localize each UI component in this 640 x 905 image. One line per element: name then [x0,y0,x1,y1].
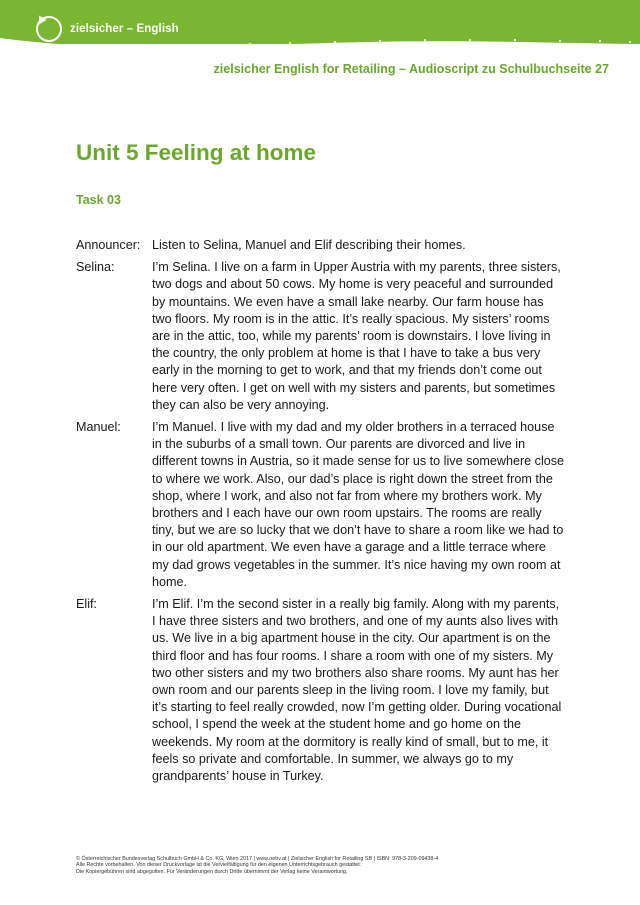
footer-line: Die Kopiergebühren sind abgegolten. Für Veränderungen durch Dritte übernimmt der Verlag keine Verantwortung. [76,868,348,875]
top-banner [0,0,640,44]
script-entry-elif [76,596,566,785]
script-entry-manuel [76,419,566,591]
speaker-text: Listen to Selina, Manuel and Elif describing their homes. [152,238,466,252]
script-entry-announcer [76,237,566,254]
speaker-text: I’m Manuel. I live with my dad and my older brothers in a terraced house in the suburbs of a small town. Our parents are divorced and live in different towns in Austria, so it made sense for us to live somewhere close to where we work. Also, our dad’s place is right down the street from the shop, where I work, and also not far from where my brothers work. My brothers and I each have our own room upstairs. The rooms are really tiny, but we are so lucky that we don’t have to share a room like we had to in our old apartment. We even have a garage and a little terrace where my dad grows vegetables in the summer. It’s nice having my own room at home. [152,420,565,589]
speaker-text: I’m Elif. I’m the second sister in a really big family. Along with my parents, I have three sisters and two brothers, and one of my aunts also lives with us. We live in a big apartment house in the city. Our apartment is on the third floor and has four rooms. I share a room with one of my sisters. My two other sisters and my two brothers also share rooms. My aunt has her own room and our parents sleep in the living room. I love my family, but it’s starting to feel really crowded, now I’m getting older. During vocational school, I spend the week at the student home and go home on the weekends. My room at the dormitory is really kind of small, but to me, it feels so private and comfortable. In summer, we always go to my grandparents’ house in Turkey. [152,597,562,784]
document-header: zielsicher English for Retailing – Audioscript zu Schulbuchseite 27 [213,62,609,76]
footer-line: © Österreichischer Bundesverlag Schulbuch GmbH & Co. KG, Wien 2017 | www.oebv.at | Zielsicher English for Retailing SB | ISBN: 978-3-209-09438-4 [76,856,439,862]
audioscript [76,237,566,790]
speaker-text: I’m Selina. I live on a farm in Upper Austria with my parents, three sisters, two dogs and about 50 cows. My home is very peaceful and surrounded by mountains. We even have a small lake nearby. Our farm house has two floors. My room is in the attic. It’s really spacious. My sisters’ rooms are in the attic, too, while my parents’ room is downstairs. I love living in the country, the only problem at home is that I have to take a bus very early in the morning to get to work, and that my friends don’t come out here very often. I get on well with my sisters and parents, but sometimes they can also be very annoying. [152,260,561,412]
play-icon [36,16,62,42]
speaker-label: Selina: [76,260,115,275]
task-label: Task 03 [76,193,121,207]
script-entry-selina [76,259,566,414]
brand-logo [36,14,179,44]
speaker-label: Manuel: [76,420,121,435]
copyright-footer [76,856,576,875]
page-title: Unit 5 Feeling at home [76,140,317,165]
speaker-label: Announcer: [76,238,141,252]
footer-line: Alle Rechte vorbehalten. Von dieser Druckvorlage ist die Vervielfältigung für den eigenen Unterrichtsgebrauch gestattet. [76,862,362,869]
brand-logo-text: zielsicher – English [70,23,179,35]
speaker-label: Elif: [76,597,97,612]
